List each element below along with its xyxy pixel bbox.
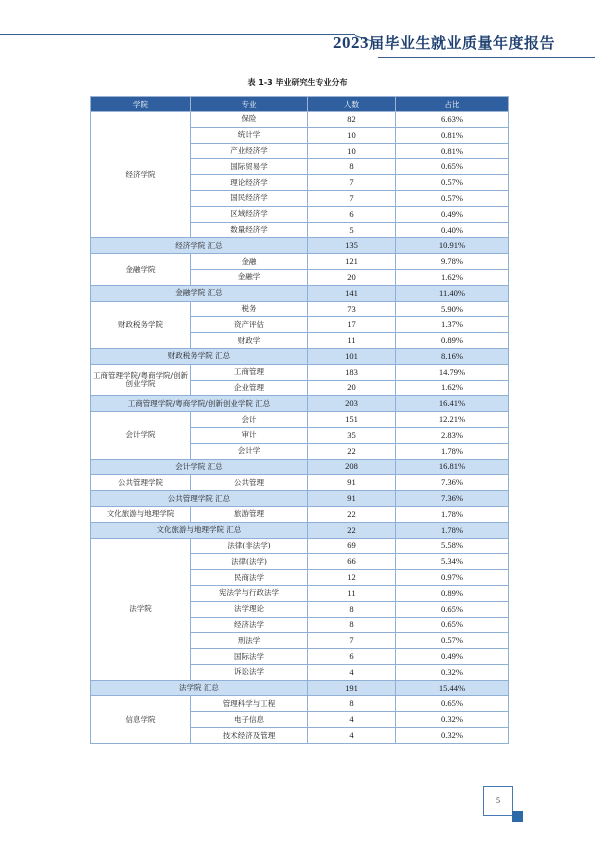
share-cell: 5.58% — [396, 538, 509, 554]
subtotal-count: 135 — [308, 238, 396, 254]
report-title — [333, 32, 555, 53]
college-cell: 金融学院 — [91, 254, 191, 286]
share-cell: 1.78% — [396, 506, 509, 522]
subtotal-row — [91, 522, 509, 538]
share-cell: 0.89% — [396, 585, 509, 601]
major-cell: 旅游管理 — [191, 506, 308, 522]
count-cell: 6 — [308, 649, 396, 665]
share-cell: 0.32% — [396, 712, 509, 728]
major-cell: 刑法学 — [191, 633, 308, 649]
count-cell: 10 — [308, 127, 396, 143]
subtotal-share: 11.40% — [396, 285, 509, 301]
share-cell: 0.49% — [396, 206, 509, 222]
table-row — [91, 538, 509, 554]
subtotal-share: 7.36% — [396, 491, 509, 507]
share-cell: 0.57% — [396, 633, 509, 649]
subtotal-label: 工商管理学院/粤商学院/创新创业学院 汇总 — [91, 396, 308, 412]
major-cell: 区域经济学 — [191, 206, 308, 222]
major-cell: 产业经济学 — [191, 143, 308, 159]
share-cell: 1.78% — [396, 443, 509, 459]
college-cell: 工商管理学院/粤商学院/创新创业学院 — [91, 364, 191, 396]
subtotal-count: 208 — [308, 459, 396, 475]
share-cell: 2.83% — [396, 427, 509, 443]
count-cell: 10 — [308, 143, 396, 159]
subtotal-row — [91, 285, 509, 301]
col-header-college: 学院 — [91, 97, 191, 112]
table-row — [91, 301, 509, 317]
share-cell: 0.81% — [396, 143, 509, 159]
count-cell: 7 — [308, 633, 396, 649]
major-cell: 审计 — [191, 427, 308, 443]
report-title-text: 届毕业生就业质量年度报告 — [368, 34, 555, 52]
major-cell: 保险 — [191, 112, 308, 128]
count-cell: 22 — [308, 506, 396, 522]
major-cell: 资产评估 — [191, 317, 308, 333]
subtotal-share: 1.78% — [396, 522, 509, 538]
count-cell: 12 — [308, 570, 396, 586]
share-cell: 5.90% — [396, 301, 509, 317]
subtotal-count: 22 — [308, 522, 396, 538]
share-cell: 0.57% — [396, 190, 509, 206]
major-cell: 统计学 — [191, 127, 308, 143]
count-cell: 183 — [308, 364, 396, 380]
major-cell: 税务 — [191, 301, 308, 317]
subtotal-count: 141 — [308, 285, 396, 301]
major-cell: 宪法学与行政法学 — [191, 585, 308, 601]
major-cell: 工商管理 — [191, 364, 308, 380]
subtotal-label: 法学院 汇总 — [91, 680, 308, 696]
share-cell: 0.40% — [396, 222, 509, 238]
share-cell: 0.97% — [396, 570, 509, 586]
subtotal-share: 15.44% — [396, 680, 509, 696]
college-cell: 公共管理学院 — [91, 475, 191, 491]
col-header-major: 专业 — [191, 97, 308, 112]
major-cell: 民商法学 — [191, 570, 308, 586]
share-cell: 1.62% — [396, 380, 509, 396]
major-cell: 管理科学与工程 — [191, 696, 308, 712]
count-cell: 121 — [308, 254, 396, 270]
major-cell: 公共管理 — [191, 475, 308, 491]
header-rule-left — [0, 34, 355, 35]
subtotal-label: 文化旅游与地理学院 汇总 — [91, 522, 308, 538]
share-cell: 1.37% — [396, 317, 509, 333]
major-cell: 理论经济学 — [191, 175, 308, 191]
count-cell: 8 — [308, 601, 396, 617]
subtotal-row — [91, 238, 509, 254]
share-cell: 9.78% — [396, 254, 509, 270]
table-row — [91, 475, 509, 491]
table-caption: 表 1-3 毕业研究生专业分布 — [247, 78, 348, 87]
subtotal-share: 8.16% — [396, 348, 509, 364]
share-cell: 0.65% — [396, 696, 509, 712]
major-cell: 金融学 — [191, 269, 308, 285]
major-cell: 企业管理 — [191, 380, 308, 396]
share-cell: 1.62% — [396, 269, 509, 285]
table-row — [91, 112, 509, 128]
subtotal-count: 203 — [308, 396, 396, 412]
count-cell: 73 — [308, 301, 396, 317]
count-cell: 5 — [308, 222, 396, 238]
major-cell: 财政学 — [191, 333, 308, 349]
share-cell: 0.57% — [396, 175, 509, 191]
share-cell: 12.21% — [396, 412, 509, 428]
subtotal-row — [91, 459, 509, 475]
share-cell: 0.32% — [396, 664, 509, 680]
college-cell: 法学院 — [91, 538, 191, 680]
count-cell: 17 — [308, 317, 396, 333]
count-cell: 4 — [308, 728, 396, 744]
report-year: 2023 — [332, 33, 369, 52]
subtotal-label: 公共管理学院 汇总 — [91, 491, 308, 507]
table-row — [91, 696, 509, 712]
count-cell: 4 — [308, 664, 396, 680]
subtotal-row — [91, 348, 509, 364]
count-cell: 22 — [308, 443, 396, 459]
share-cell: 5.34% — [396, 554, 509, 570]
major-cell: 诉讼法学 — [191, 664, 308, 680]
page-corner-square — [512, 811, 523, 822]
count-cell: 8 — [308, 159, 396, 175]
subtotal-share: 16.41% — [396, 396, 509, 412]
college-cell: 文化旅游与地理学院 — [91, 506, 191, 522]
table-row — [91, 254, 509, 270]
header-rule-right — [378, 57, 595, 58]
subtotal-count: 91 — [308, 491, 396, 507]
subtotal-label: 经济学院 汇总 — [91, 238, 308, 254]
major-cell: 国民经济学 — [191, 190, 308, 206]
share-cell: 6.63% — [396, 112, 509, 128]
count-cell: 7 — [308, 175, 396, 191]
subtotal-label: 会计学院 汇总 — [91, 459, 308, 475]
major-cell: 数量经济学 — [191, 222, 308, 238]
count-cell: 4 — [308, 712, 396, 728]
major-cell: 电子信息 — [191, 712, 308, 728]
share-cell: 0.32% — [396, 728, 509, 744]
col-header-count: 人数 — [308, 97, 396, 112]
count-cell: 8 — [308, 696, 396, 712]
major-cell: 金融 — [191, 254, 308, 270]
share-cell: 0.65% — [396, 601, 509, 617]
count-cell: 11 — [308, 333, 396, 349]
table-row — [91, 364, 509, 380]
table-row — [91, 412, 509, 428]
count-cell: 7 — [308, 190, 396, 206]
count-cell: 151 — [308, 412, 396, 428]
major-cell: 法律(法学) — [191, 554, 308, 570]
college-cell: 会计学院 — [91, 412, 191, 459]
subtotal-label: 财政税务学院 汇总 — [91, 348, 308, 364]
share-cell: 14.79% — [396, 364, 509, 380]
count-cell: 82 — [308, 112, 396, 128]
college-cell: 财政税务学院 — [91, 301, 191, 348]
page-number: 5 — [483, 786, 513, 816]
major-cell: 技术经济及管理 — [191, 728, 308, 744]
share-cell: 7.36% — [396, 475, 509, 491]
count-cell: 6 — [308, 206, 396, 222]
subtotal-label: 金融学院 汇总 — [91, 285, 308, 301]
count-cell: 35 — [308, 427, 396, 443]
major-cell: 经济法学 — [191, 617, 308, 633]
major-cell: 国际贸易学 — [191, 159, 308, 175]
subtotal-row — [91, 680, 509, 696]
count-cell: 20 — [308, 380, 396, 396]
table-body — [91, 112, 509, 744]
share-cell: 0.89% — [396, 333, 509, 349]
count-cell: 20 — [308, 269, 396, 285]
share-cell: 0.81% — [396, 127, 509, 143]
major-cell: 法学理论 — [191, 601, 308, 617]
subtotal-row — [91, 491, 509, 507]
subtotal-count: 191 — [308, 680, 396, 696]
col-header-share: 占比 — [396, 97, 509, 112]
subtotal-share: 16.81% — [396, 459, 509, 475]
count-cell: 66 — [308, 554, 396, 570]
major-cell: 国际法学 — [191, 649, 308, 665]
major-cell: 会计 — [191, 412, 308, 428]
count-cell: 11 — [308, 585, 396, 601]
share-cell: 0.65% — [396, 159, 509, 175]
table-row — [91, 506, 509, 522]
table-header-row — [91, 97, 509, 112]
major-cell: 法律(非法学) — [191, 538, 308, 554]
college-cell: 信息学院 — [91, 696, 191, 743]
share-cell: 0.49% — [396, 649, 509, 665]
subtotal-count: 101 — [308, 348, 396, 364]
count-cell: 69 — [308, 538, 396, 554]
graduate-major-table — [90, 96, 509, 744]
major-cell: 会计学 — [191, 443, 308, 459]
subtotal-share: 10.91% — [396, 238, 509, 254]
count-cell: 91 — [308, 475, 396, 491]
college-cell: 经济学院 — [91, 112, 191, 238]
subtotal-row — [91, 396, 509, 412]
count-cell: 8 — [308, 617, 396, 633]
share-cell: 0.65% — [396, 617, 509, 633]
